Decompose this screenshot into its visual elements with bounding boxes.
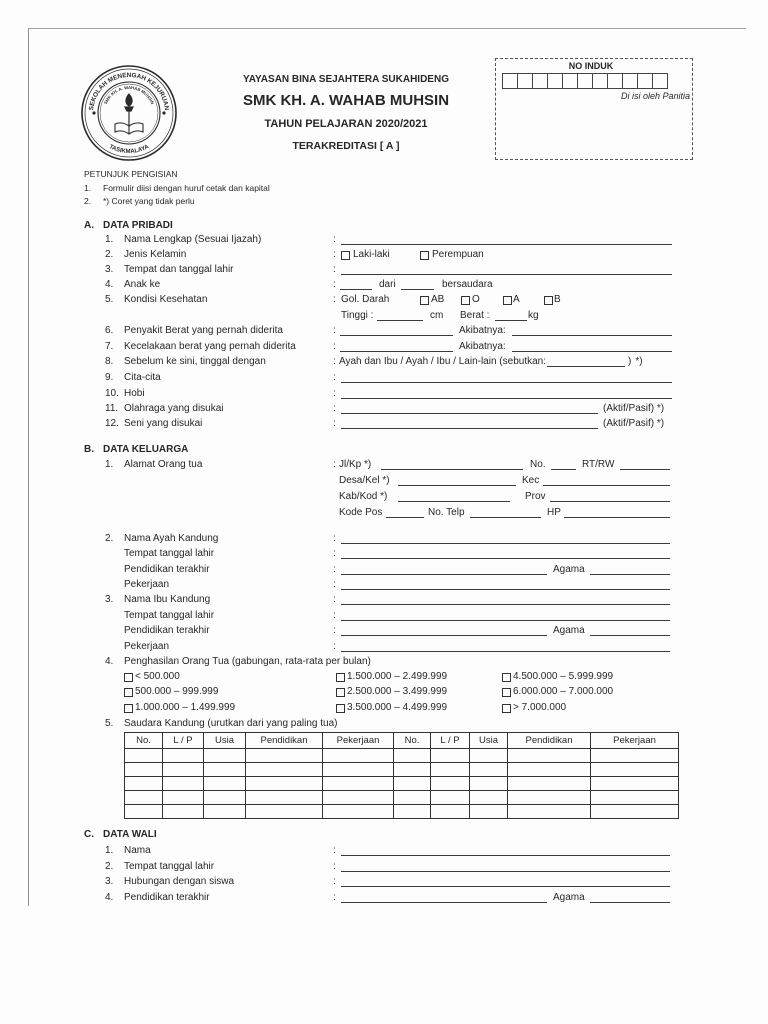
fill-line: [340, 289, 372, 290]
field-label: Olahraga yang disukai: [124, 403, 224, 414]
school-logo: [80, 64, 178, 162]
row-number: 12.: [105, 418, 119, 429]
street-label: Jl/Kp *): [339, 459, 372, 470]
row-number: 8.: [105, 356, 114, 367]
living-with-text: Ayah dan Ibu / Ayah / Ibu / Lain-lain (sebutkan:: [339, 356, 546, 367]
digit-cell: [577, 73, 593, 89]
row-number: 2.: [105, 861, 114, 872]
fill-line: [341, 558, 670, 559]
fill-line: [341, 871, 670, 872]
torch-icon: [125, 94, 133, 127]
field-label: Tempat tanggal lahir: [124, 610, 215, 621]
checkbox-income: [502, 704, 511, 713]
income-option: 3.500.000 – 4.499.999: [347, 702, 448, 713]
row-number: 4.: [105, 656, 114, 667]
fill-line: [377, 320, 423, 321]
field-label: Seni yang disukai: [124, 418, 203, 429]
checkbox-income: [336, 704, 345, 713]
row-guardian-name: [0, 845, 768, 857]
row-postal-phone: [0, 507, 768, 519]
weight-unit: kg: [528, 310, 539, 321]
section-title: DATA WALI: [103, 829, 157, 840]
fill-line: [341, 428, 598, 429]
fill-line: [386, 517, 424, 518]
row-income: [0, 656, 768, 668]
row-guardian-birth: [0, 861, 768, 873]
column-header: L / P: [163, 733, 204, 749]
row-father-birth: [0, 548, 768, 560]
mobile-label: HP: [547, 507, 561, 518]
row-regency: [0, 491, 768, 503]
field-label: Penghasilan Orang Tua (gabungan, rata-rata per bulan): [124, 656, 371, 667]
colon: :: [333, 625, 336, 636]
religion-label: Agama: [553, 892, 585, 903]
digit-cell: [517, 73, 533, 89]
fill-line: [547, 356, 625, 367]
star-icon: [162, 111, 165, 114]
section-letter: C.: [84, 829, 94, 840]
star-icon: [92, 111, 95, 114]
checkbox-blood-b: [544, 296, 553, 305]
religion-label: Agama: [553, 564, 585, 575]
fill-line: [341, 886, 670, 887]
fill-line: [341, 244, 672, 245]
siblings-label: bersaudara: [442, 279, 493, 290]
colon: :: [333, 579, 336, 590]
logo-outer-top-text: SEKOLAH MENENGAH KEJURUAN: [88, 71, 170, 111]
field-label: Hobi: [124, 388, 145, 399]
colon: :: [333, 372, 336, 383]
fill-line: [340, 351, 453, 352]
column-header: Pendidikan: [508, 733, 591, 749]
svg-text:TASIKMALAYA: [108, 144, 151, 155]
row-art: [0, 418, 768, 430]
province-label: Prov: [525, 491, 546, 502]
fill-line: [341, 382, 672, 383]
row-height-weight: [0, 310, 768, 322]
fill-line: [551, 469, 576, 470]
fill-line: [341, 620, 670, 621]
village-label: Desa/Kel *): [339, 475, 390, 486]
field-label: Penyakit Berat yang pernah diderita: [124, 325, 283, 336]
income-option: > 7.000.000: [513, 702, 567, 713]
school-name: SMK KH. A. WAHAB MUHSIN: [242, 92, 450, 109]
no-induk-box: [495, 58, 693, 160]
field-label: Pekerjaan: [124, 579, 170, 590]
field-label: Cita-cita: [124, 372, 161, 383]
income-option: 1.500.000 – 2.499.999: [347, 671, 448, 682]
digit-cell: [607, 73, 623, 89]
fill-line: [341, 589, 670, 590]
section-a-heading: [0, 220, 768, 232]
field-label: Tempat dan tanggal lahir: [124, 264, 234, 275]
option-label: AB: [431, 294, 445, 305]
instruction-number: 2.: [84, 196, 92, 206]
colon: :: [333, 459, 336, 470]
table-row: [125, 749, 679, 763]
row-number: 10.: [105, 388, 119, 399]
checkbox-income: [336, 673, 345, 682]
table-row: [125, 763, 679, 777]
checkbox-blood-ab: [420, 296, 429, 305]
checkbox-blood-a: [503, 296, 512, 305]
field-label: Nama Lengkap (Sesuai Ijazah): [124, 234, 262, 245]
instruction-text: *) Coret yang tidak perlu: [103, 196, 195, 206]
colon: :: [333, 845, 336, 856]
fill-line: [341, 398, 672, 399]
result-label: Akibatnya:: [459, 325, 506, 336]
checkbox-blood-o: [461, 296, 470, 305]
checkbox-income: [124, 688, 133, 697]
colon: :: [333, 249, 336, 260]
fill-line: [590, 902, 670, 903]
section-letter: A.: [84, 220, 94, 231]
checkbox-income: [124, 673, 133, 682]
of-label: dari: [379, 279, 396, 290]
field-label: Nama Ayah Kandung: [124, 533, 219, 544]
checkbox-female: [420, 251, 429, 260]
row-number: 4.: [105, 892, 114, 903]
colon: :: [333, 892, 336, 903]
phone-label: No. Telp: [428, 507, 465, 518]
colon: :: [333, 341, 336, 352]
fill-line: [590, 574, 670, 575]
row-number: 5.: [105, 294, 114, 305]
column-header: Usia: [470, 733, 508, 749]
row-number: 4.: [105, 279, 114, 290]
income-option: 1.000.000 – 1.499.999: [135, 702, 236, 713]
colon: :: [333, 876, 336, 887]
option-label: B: [554, 294, 561, 305]
row-number: 2.: [105, 533, 114, 544]
row-number: 1.: [105, 459, 114, 470]
section-title: DATA PRIBADI: [103, 220, 173, 231]
row-number: 11.: [105, 403, 119, 414]
colon: :: [333, 861, 336, 872]
column-header: L / P: [431, 733, 470, 749]
digit-cell: [637, 73, 653, 89]
row-mother-job: [0, 641, 768, 653]
row-birth: [0, 264, 768, 276]
row-living-with: [0, 356, 768, 368]
fill-line: [341, 855, 670, 856]
accreditation: TERAKREDITASI [ A ]: [292, 140, 400, 152]
income-option: 2.500.000 – 3.499.999: [347, 686, 448, 697]
row-father-job: [0, 579, 768, 591]
colon: :: [333, 388, 336, 399]
row-hobby: [0, 388, 768, 400]
row-number: 9.: [105, 372, 114, 383]
fill-line: [543, 485, 670, 486]
siblings-table: [124, 732, 679, 819]
table-row: [125, 777, 679, 791]
income-options-row-1: [0, 671, 768, 683]
column-header: Pekerjaan: [323, 733, 394, 749]
living-with-options: [339, 356, 643, 368]
fill-line: [341, 902, 547, 903]
field-label: Pendidikan terakhir: [124, 564, 210, 575]
weight-label: Berat :: [460, 310, 490, 321]
option-label: Perempuan: [432, 249, 484, 260]
colon: :: [333, 294, 336, 305]
checkbox-income: [502, 688, 511, 697]
income-options-row-2: [0, 686, 768, 698]
checkbox-male: [341, 251, 350, 260]
field-label: Pendidikan terakhir: [124, 892, 210, 903]
field-label: Hubungan dengan siswa: [124, 876, 235, 887]
field-label: Jenis Kelamin: [124, 249, 187, 260]
fill-line: [495, 320, 527, 321]
field-label: Sebelum ke sini, tinggal dengan: [124, 356, 266, 367]
fill-line: [340, 335, 453, 336]
row-health: [0, 294, 768, 306]
rt-rw-label: RT/RW: [582, 459, 615, 470]
row-number: 1.: [105, 234, 114, 245]
field-label: Nama Ibu Kandung: [124, 594, 211, 605]
row-illness: [0, 325, 768, 337]
row-guardian-relation: [0, 876, 768, 888]
digit-cell: [622, 73, 638, 89]
row-parent-address: [0, 459, 768, 471]
checkbox-income: [336, 688, 345, 697]
field-label: Anak ke: [124, 279, 161, 290]
row-village: [0, 475, 768, 487]
number-label: No.: [530, 459, 546, 470]
field-label: Alamat Orang tua: [124, 459, 203, 470]
row-gender: [0, 249, 768, 261]
instructions-title: PETUNJUK PENGISIAN: [84, 169, 178, 179]
fill-line: [341, 274, 672, 275]
fill-line: [401, 289, 434, 290]
field-label: Tempat tanggal lahir: [124, 548, 215, 559]
column-header: Pendidikan: [246, 733, 323, 749]
table-header-row: [125, 733, 679, 749]
field-label: Nama: [124, 845, 151, 856]
column-header: Pekerjaan: [591, 733, 679, 749]
fill-line: [550, 501, 670, 502]
fill-line: [341, 651, 670, 652]
row-mother-education: [0, 625, 768, 637]
instruction-number: 1.: [84, 183, 92, 193]
result-label: Akibatnya:: [459, 341, 506, 352]
no-induk-note: Di isi oleh Panitia: [620, 91, 690, 101]
field-label: Tempat tanggal lahir: [124, 861, 215, 872]
active-passive-note: (Aktif/Pasif) *): [603, 418, 665, 429]
row-number: 2.: [105, 249, 114, 260]
digit-cell: [532, 73, 548, 89]
row-number: 1.: [105, 845, 114, 856]
logo-inner-text: SMK KH. A. WAHAB MUHSIN: [102, 84, 156, 105]
column-header: Usia: [204, 733, 246, 749]
option-label: Laki-laki: [353, 249, 390, 260]
instruction-text: Formulir diisi dengan huruf cetak dan kapital: [103, 183, 270, 193]
academic-year: TAHUN PELAJARAN 2020/2021: [264, 118, 428, 130]
fill-line: [398, 501, 510, 502]
section-c-heading: [0, 829, 768, 841]
row-number: 7.: [105, 341, 114, 352]
fill-line: [512, 335, 672, 336]
blood-type-label: Gol. Darah: [341, 294, 390, 305]
table-row: [125, 805, 679, 819]
colon: :: [333, 533, 336, 544]
field-label: Pendidikan terakhir: [124, 625, 210, 636]
colon: :: [333, 418, 336, 429]
district-label: Kec: [522, 475, 540, 486]
no-induk-cells: [503, 73, 668, 89]
row-sport: [0, 403, 768, 415]
strike-note: *): [635, 356, 643, 367]
colon: :: [333, 403, 336, 414]
row-father-education: [0, 564, 768, 576]
colon: :: [333, 548, 336, 559]
income-option: < 500.000: [135, 671, 180, 682]
logo-outer-bottom-text: TASIKMALAYA: [107, 144, 151, 156]
row-number: 5.: [105, 718, 114, 729]
row-aspiration: [0, 372, 768, 384]
fill-line: [590, 635, 670, 636]
field-label: Saudara Kandung (urutkan dari yang paling tua): [124, 718, 338, 729]
fill-line: [564, 517, 670, 518]
income-option: 500.000 – 999.999: [135, 686, 219, 697]
fill-line: [381, 469, 523, 470]
income-options-row-3: [0, 702, 768, 714]
digit-cell: [592, 73, 608, 89]
colon: :: [333, 564, 336, 575]
foundation-name: YAYASAN BINA SEJAHTERA SUKAHIDENG: [243, 74, 449, 85]
section-letter: B.: [84, 444, 94, 455]
regency-label: Kab/Kod *): [339, 491, 388, 502]
field-label: Pekerjaan: [124, 641, 170, 652]
height-label: Tinggi :: [341, 310, 374, 321]
field-label: Kecelakaan berat yang pernah diderita: [124, 341, 296, 352]
colon: :: [333, 641, 336, 652]
no-induk-label: NO INDUK: [568, 61, 614, 71]
section-title: DATA KELUARGA: [103, 444, 189, 455]
fill-line: [470, 517, 541, 518]
row-guardian-education: [0, 892, 768, 904]
fill-line: [341, 413, 598, 414]
digit-cell: [502, 73, 518, 89]
colon: :: [333, 264, 336, 275]
fill-line: [341, 543, 670, 544]
row-mother-birth: [0, 610, 768, 622]
income-option: 6.000.000 – 7.000.000: [513, 686, 614, 697]
close-paren: ): [628, 356, 632, 367]
row-full-name: [0, 234, 768, 246]
fill-line: [341, 635, 547, 636]
row-number: 3.: [105, 594, 114, 605]
row-number: 3.: [105, 264, 114, 275]
digit-cell: [562, 73, 578, 89]
checkbox-income: [124, 704, 133, 713]
fill-line: [398, 485, 516, 486]
fill-line: [341, 604, 670, 605]
income-option: 4.500.000 – 5.999.999: [513, 671, 614, 682]
section-b-heading: [0, 444, 768, 456]
row-number: 6.: [105, 325, 114, 336]
fill-line: [620, 469, 670, 470]
field-label: Kondisi Kesehatan: [124, 294, 208, 305]
colon: :: [333, 594, 336, 605]
option-label: A: [513, 294, 520, 305]
religion-label: Agama: [553, 625, 585, 636]
row-accident: [0, 341, 768, 353]
option-label: O: [472, 294, 480, 305]
column-header: No.: [125, 733, 163, 749]
colon: :: [333, 325, 336, 336]
active-passive-note: (Aktif/Pasif) *): [603, 403, 665, 414]
column-header: No.: [394, 733, 431, 749]
checkbox-income: [502, 673, 511, 682]
postal-code-label: Kode Pos: [339, 507, 383, 518]
fill-line: [341, 574, 547, 575]
row-siblings: [0, 718, 768, 730]
fill-line: [512, 351, 672, 352]
digit-cell: [652, 73, 668, 89]
row-child-order: [0, 279, 768, 291]
table-row: [125, 791, 679, 805]
colon: :: [333, 234, 336, 245]
row-number: 3.: [105, 876, 114, 887]
colon: :: [333, 610, 336, 621]
colon: :: [333, 356, 336, 367]
height-unit: cm: [430, 310, 444, 321]
row-mother-name: [0, 594, 768, 606]
digit-cell: [547, 73, 563, 89]
colon: :: [333, 279, 336, 290]
row-father-name: [0, 533, 768, 545]
